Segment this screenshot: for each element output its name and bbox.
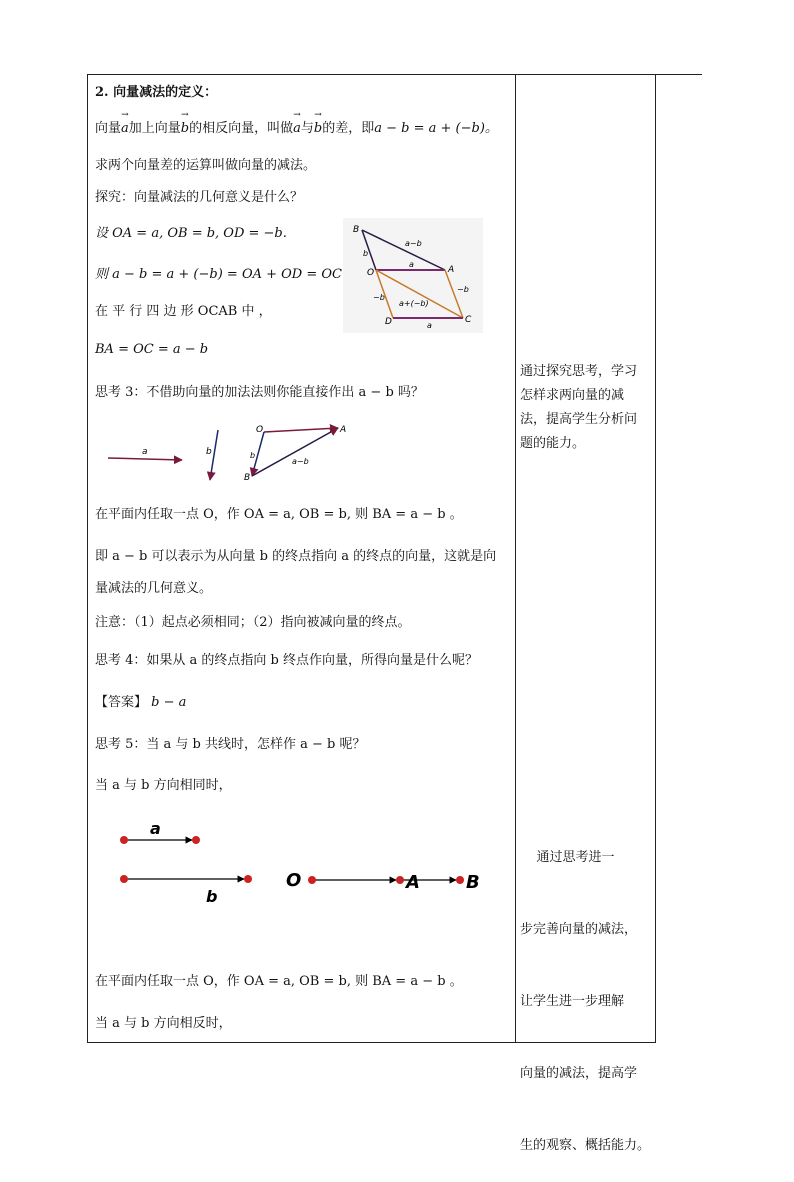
collinear-label-point-b: B	[466, 872, 480, 893]
think5-text: 思考 5：当 a 与 b 共线时，怎样作 a − b 呢？	[95, 737, 366, 752]
construct1-text: 在平面内任取一点 O，作 OA = a, OB = b, 则 BA = a − b 。	[95, 507, 463, 522]
point-a-start	[120, 836, 128, 844]
label-construct-a-minus-b: a−b	[292, 457, 309, 466]
think3-text: 思考 3：不借助向量的加法法则你能直接作出 a − b 吗？	[95, 385, 424, 400]
think3-figure	[100, 418, 360, 488]
construct2-text: 在平面内任取一点 O，作 OA = a, OB = b, 则 BA = a − b 。	[95, 974, 463, 989]
vector-oa-construct	[264, 428, 338, 432]
label-a: A	[448, 265, 455, 275]
side-note-1: 通过探究思考，学习 怎样求两向量的减 法，提高学生分析问 题的能力。	[520, 364, 638, 451]
explore-text: 探究：向量减法的几何意义是什么？	[95, 190, 304, 205]
label-vec-a-bottom: a	[427, 321, 432, 330]
vector-ba-construct	[252, 428, 338, 476]
ba-equation: BA = OC = a − b	[95, 342, 209, 357]
point-a-end	[192, 836, 200, 844]
then-formula-text: 则 a − b = a + (−b) = OA + OD = OC	[95, 267, 342, 282]
column-divider	[515, 74, 516, 1043]
label-construct-o: O	[256, 425, 264, 435]
answer-line	[95, 694, 186, 712]
same-direction-text: 当 a 与 b 方向相同时，	[95, 778, 232, 793]
parallelogram-text: 在 平 行 四 边 形 OCAB 中 ，	[95, 304, 272, 319]
operation-text: 求两个向量差的运算叫做向量的减法。	[95, 158, 317, 173]
collinear-label-b: b	[206, 887, 218, 906]
label-construct-a: A	[340, 425, 347, 435]
label-b: B	[353, 225, 360, 235]
label-a-minus-b: a−b	[405, 239, 422, 248]
label-d: D	[385, 317, 392, 327]
point-b-end	[244, 875, 252, 883]
point-o	[308, 876, 316, 884]
point-b-start	[120, 875, 128, 883]
section-heading: 2. 向量减法的定义：	[95, 85, 218, 100]
collinear-figure	[110, 818, 490, 910]
parallelogram-figure	[343, 218, 483, 333]
answer-label: 【答案】	[95, 695, 148, 710]
label-vec-a: a	[409, 260, 414, 269]
collinear-label-a: a	[150, 819, 161, 838]
label-o: O	[367, 268, 375, 278]
column-divider-right	[655, 74, 656, 1043]
label-neg-b-right: −b	[457, 285, 469, 294]
meaning-line1: 即 a − b 可以表示为从向量 b 的终点指向 a 的终点的向量，这就是向	[95, 549, 497, 564]
point-a	[396, 876, 404, 884]
opposite-direction-text: 当 a 与 b 方向相反时，	[95, 1016, 232, 1031]
label-sum: a+(−b)	[399, 299, 429, 308]
label-sample-a: a	[142, 447, 148, 457]
vec-a: → a	[121, 120, 129, 138]
label-sample-b: b	[206, 447, 212, 457]
side-note-2: 通过思考进一 步完善向量的减法， 让学生进一步理解 向量的减法，提高学 生的观察、概括能力。	[520, 850, 651, 1153]
set-vectors-text: 设 OA = a, OB = b, OD = −b.	[95, 226, 287, 241]
point-b	[456, 876, 464, 884]
vec-b: → b	[181, 120, 189, 138]
label-construct-b: B	[244, 473, 251, 483]
collinear-label-point-a: A	[406, 872, 420, 893]
note-text: 注意：（1）起点必须相同；（2）指向被减向量的终点。	[95, 615, 411, 630]
label-vec-b: b	[363, 249, 369, 258]
label-neg-b: −b	[373, 293, 385, 302]
think4-text: 思考 4：如果从 a 的终点指向 b 终点作向量，所得向量是什么呢？	[95, 653, 479, 668]
definition-formula: a − b = a + (−b)。	[374, 121, 498, 136]
meaning-line2: 量减法的几何意义。	[95, 581, 213, 596]
collinear-label-o: O	[286, 870, 302, 891]
answer-value: b − a	[151, 695, 187, 710]
label-construct-b-side: b	[250, 451, 256, 460]
definition-line: 向量→ a加上向量→ b的相反向量，叫做→ a与→ b的差，即a − b = a + (−b)。	[95, 120, 498, 138]
label-c: C	[465, 315, 472, 325]
vector-a-sample	[108, 458, 182, 460]
